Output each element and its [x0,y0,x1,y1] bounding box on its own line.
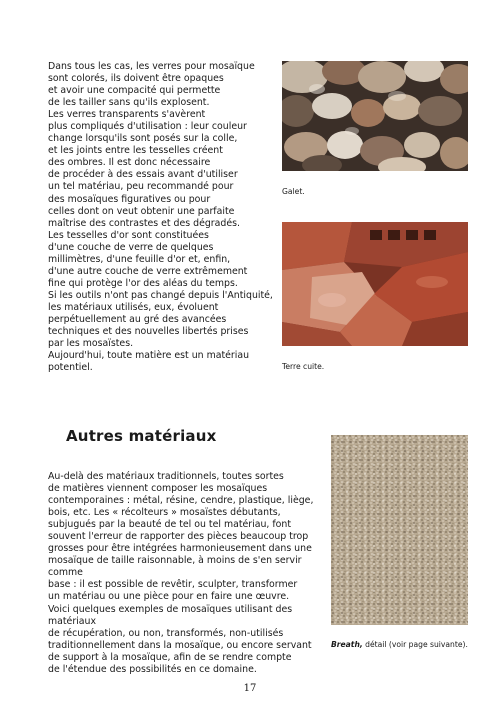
terracotta-photo [282,222,468,346]
paragraph-other-materials: Au-delà des matériaux traditionnels, toutes sortes de matières viennent composer les mosaïques contemporaines : métal, résine, cendre, plastique, liège, bois, etc. Les « récolteurs » mosaïstes débutants, subjugués par la beauté de tel ou tel matériau, font souvent l'erreur de rapporter des pièces beaucoup trop grosses pour être intégrées harmonieusement dans une mosaïque de taille raisonnable, à moins de s'en servir comme base : il est possible de revêtir, sculpter, transformer un matériau ou une pièce pour en faire une œuvre. Voici quelques exemples de mosaïques utilisant des matériaux de récupération, ou non, transformés, non-utilisés traditionnellement dans la mosaïque, ou encore servant de support à la mosaïque, afin de se rendre compte de l'étendue des possibilités en ce domaine. [48,471,314,675]
caption-terracotta: Terre cuite. [282,362,325,371]
caption-breath-title: Breath, [331,640,363,649]
section-title: Autres matériaux [66,427,217,445]
page-number: 17 [243,683,257,694]
caption-breath-text: détail (voir page suivante). [362,640,468,649]
paragraph-glass-materials: Dans tous les cas, les verres pour mosaïque sont colorés, ils doivent être opaques et avoir une compacité qui permette de les tailler sans qu'ils explosent. Les verres transparents s'avèrent plus compliqués d'utilisation : leur couleur change lorsqu'ils sont posés sur la colle, et les joints entre les tesselles créent des ombres. Il est donc nécessaire de procéder à des essais avant d'utiliser un tel matériau, peu recommandé pour des mosaïques figuratives ou pour celles dont on veut obtenir une parfaite maîtrise des contrastes et des dégradés. Les tesselles d'or sont constituées d'une couche de verre de quelques millimètres, d'une feuille d'or et, enfin, d'une autre couche de verre extrêmement fine qui protège l'or des aléas du temps. Si les outils n'ont pas changé depuis l'Antiquité, les matériaux utilisés, eux, évoluent perpétuellement au gré des avancées techniques et des nouvelles libertés prises par les mosaïstes. Aujourd'hui, toute matière est un matériau potentiel. [48,61,273,374]
caption-breath [331,640,481,650]
pebble-photo [282,61,468,171]
caption-pebble: Galet. [282,187,305,196]
breath-photo [331,435,468,625]
